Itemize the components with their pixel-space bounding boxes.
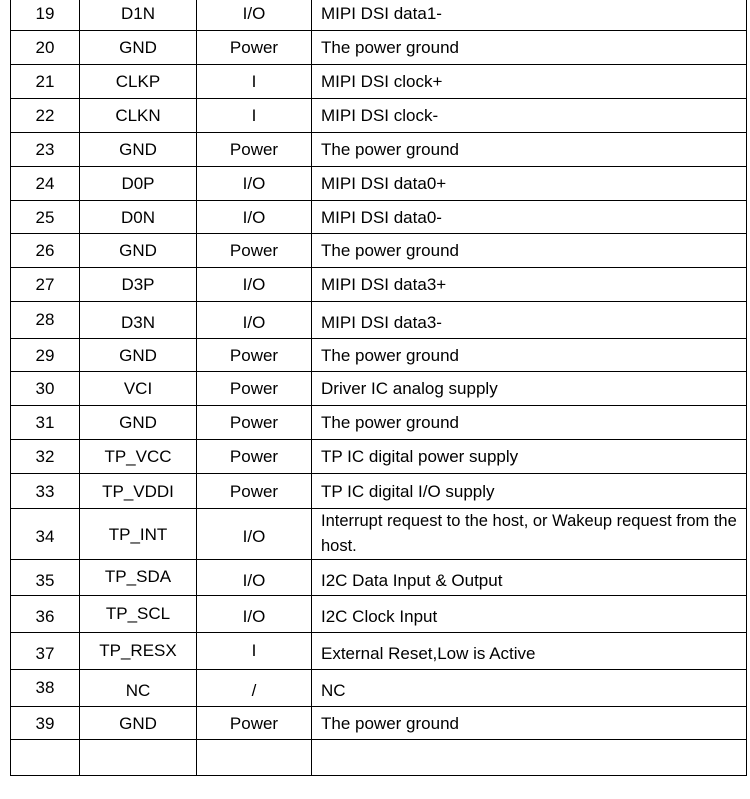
pin-number: 23 — [11, 133, 80, 167]
pin-io-type: I/O — [197, 302, 312, 339]
pin-symbol: TP_INT — [80, 509, 197, 560]
pin-description: MIPI DSI data3- — [312, 302, 747, 339]
pin-symbol: CLKP — [80, 65, 197, 99]
table-row — [11, 372, 747, 406]
pin-number: 28 — [11, 302, 80, 339]
table-row — [11, 0, 747, 31]
pin-symbol: D3N — [80, 302, 197, 339]
table-row — [11, 234, 747, 268]
pin-number: 35 — [11, 560, 80, 596]
pin-symbol: NC — [80, 670, 197, 707]
pin-number: 19 — [11, 0, 80, 31]
pin-symbol: D0N — [80, 201, 197, 234]
pin-description: External Reset,Low is Active — [312, 633, 747, 670]
pin-io-type — [197, 740, 312, 776]
pin-description: Driver IC analog supply — [312, 372, 747, 406]
pin-symbol: GND — [80, 339, 197, 372]
pin-symbol: GND — [80, 31, 197, 65]
pin-description: MIPI DSI data3+ — [312, 268, 747, 302]
pin-number: 21 — [11, 65, 80, 99]
pin-description: MIPI DSI data1- — [312, 0, 747, 31]
table-row — [11, 201, 747, 234]
pin-io-type: Power — [197, 440, 312, 474]
table-row — [11, 302, 747, 339]
pin-io-type: Power — [197, 707, 312, 740]
pin-io-type: / — [197, 670, 312, 707]
table-row — [11, 474, 747, 509]
table-row — [11, 707, 747, 740]
pin-description: NC — [312, 670, 747, 707]
pin-description: MIPI DSI clock- — [312, 99, 747, 133]
pin-number: 36 — [11, 596, 80, 633]
pin-number: 20 — [11, 31, 80, 65]
pin-number: 32 — [11, 440, 80, 474]
pin-symbol: GND — [80, 133, 197, 167]
pin-io-type: Power — [197, 31, 312, 65]
pin-number: 25 — [11, 201, 80, 234]
pin-io-type: Power — [197, 372, 312, 406]
pin-number: 38 — [11, 670, 80, 707]
pin-io-type: I/O — [197, 167, 312, 201]
table-row — [11, 65, 747, 99]
pin-description: The power ground — [312, 339, 747, 372]
pin-description: MIPI DSI clock+ — [312, 65, 747, 99]
pin-io-type: Power — [197, 133, 312, 167]
pin-io-type: I — [197, 633, 312, 670]
pin-symbol: D3P — [80, 268, 197, 302]
pin-io-type: I — [197, 99, 312, 133]
pin-symbol: TP_RESX — [80, 633, 197, 670]
pin-number: 26 — [11, 234, 80, 268]
pin-description: Interrupt request to the host, or Wakeup request from the host. — [312, 509, 747, 560]
pin-definition-table — [10, 0, 747, 776]
pin-io-type: I/O — [197, 509, 312, 560]
pin-description: MIPI DSI data0- — [312, 201, 747, 234]
pin-symbol: VCI — [80, 372, 197, 406]
pin-number: 37 — [11, 633, 80, 670]
pin-description: TP IC digital I/O supply — [312, 474, 747, 509]
pin-symbol: D0P — [80, 167, 197, 201]
table-row — [11, 99, 747, 133]
table-row — [11, 670, 747, 707]
pin-symbol: TP_VDDI — [80, 474, 197, 509]
pin-description: MIPI DSI data0+ — [312, 167, 747, 201]
pin-number: 30 — [11, 372, 80, 406]
table-row — [11, 339, 747, 372]
table-row — [11, 633, 747, 670]
pin-io-type: Power — [197, 234, 312, 268]
pin-number: 34 — [11, 509, 80, 560]
pin-description: The power ground — [312, 406, 747, 440]
pin-description — [312, 740, 747, 776]
pin-number: 29 — [11, 339, 80, 372]
pin-number: 27 — [11, 268, 80, 302]
pin-description: The power ground — [312, 234, 747, 268]
pin-description: The power ground — [312, 31, 747, 65]
table-row — [11, 406, 747, 440]
pin-number: 24 — [11, 167, 80, 201]
pin-io-type: Power — [197, 339, 312, 372]
table-row — [11, 596, 747, 633]
table-row — [11, 509, 747, 560]
pin-description: I2C Data Input & Output — [312, 560, 747, 596]
pin-io-type: I/O — [197, 268, 312, 302]
pin-symbol: TP_VCC — [80, 440, 197, 474]
pin-number — [11, 740, 80, 776]
table-row — [11, 268, 747, 302]
pin-symbol: GND — [80, 707, 197, 740]
pin-symbol: CLKN — [80, 99, 197, 133]
pin-description: The power ground — [312, 133, 747, 167]
table-row — [11, 440, 747, 474]
pin-number: 31 — [11, 406, 80, 440]
table-row — [11, 31, 747, 65]
pin-number: 33 — [11, 474, 80, 509]
pin-symbol — [80, 740, 197, 776]
pin-number: 22 — [11, 99, 80, 133]
table-row — [11, 560, 747, 596]
table-row — [11, 167, 747, 201]
pin-io-type: I — [197, 65, 312, 99]
pin-symbol: GND — [80, 406, 197, 440]
pin-io-type: I/O — [197, 201, 312, 234]
pin-number: 39 — [11, 707, 80, 740]
pin-io-type: Power — [197, 474, 312, 509]
pin-description: The power ground — [312, 707, 747, 740]
pin-io-type: Power — [197, 406, 312, 440]
table-row — [11, 133, 747, 167]
pin-symbol: TP_SCL — [80, 596, 197, 633]
pin-description: TP IC digital power supply — [312, 440, 747, 474]
pin-description: I2C Clock Input — [312, 596, 747, 633]
pin-symbol: GND — [80, 234, 197, 268]
table-row — [11, 740, 747, 776]
pin-io-type: I/O — [197, 596, 312, 633]
pin-symbol: TP_SDA — [80, 560, 197, 596]
pin-symbol: D1N — [80, 0, 197, 31]
pin-io-type: I/O — [197, 560, 312, 596]
pin-io-type: I/O — [197, 0, 312, 31]
